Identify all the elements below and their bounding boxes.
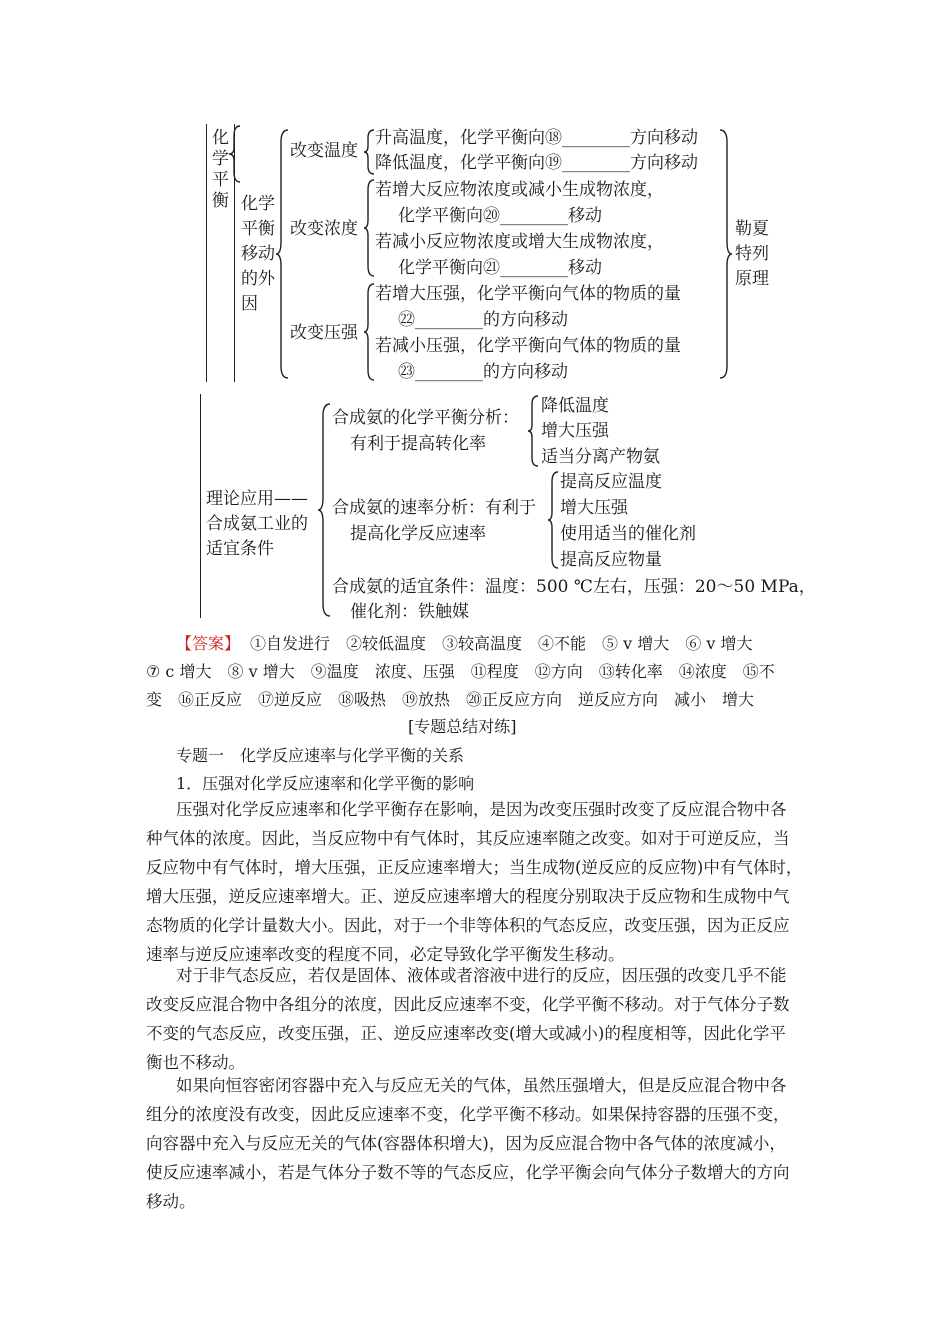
paragraph-line: 组分的浓度没有改变，因此反应速率不变，化学平衡不移动。如果保持容器的压强不变， (146, 1105, 790, 1124)
paragraph-line: 对于非气态反应，若仅是固体、液体或者溶液中进行的反应，因压强的改变几乎不能 (176, 966, 787, 985)
rate-items-brace (548, 470, 560, 570)
concentration-line: 化学平衡向⑳________移动 (398, 206, 602, 226)
suitable-conditions-line: 合成氨的适宜条件：温度：500 ℃左右，压强：20～50 MPa， (332, 577, 816, 597)
concentration-line: 若减小反应物浓度或增大生成物浓度， (375, 232, 664, 252)
paragraph-line: 衡也不移动。 (146, 1053, 245, 1072)
pressure-line: 若减小压强，化学平衡向气体的物质的量 (375, 336, 681, 356)
application-label-line: 理论应用—— (206, 489, 308, 509)
subtitle: 1．压强对化学反应速率和化学平衡的影响 (176, 774, 475, 793)
external-factors-label-line: 平衡 (241, 219, 275, 239)
paragraph (146, 961, 790, 1077)
paragraph-line: 速率与逆反应速率改变的程度不同，必定导致化学平衡发生移动。 (146, 945, 625, 964)
root-label-char: 化 (212, 128, 229, 148)
concentration-line: 若增大反应物浓度或减小生成物浓度， (375, 180, 664, 200)
equilibrium-items-brace (528, 394, 540, 468)
principle-label-line: 勒夏 (735, 219, 769, 239)
paragraph-line: 使反应速率减小，若是气体分子数不等的气态反应，化学平衡会向气体分子数增大的方向 (146, 1163, 790, 1182)
paragraph-line: 压强对化学反应速率和化学平衡存在影响，是因为改变压强时改变了反应混合物中各 (176, 800, 787, 819)
answer-tag: 【答案】 (176, 634, 241, 653)
rate-analysis-label: 合成氨的速率分析：有利于 (332, 498, 536, 518)
paragraph-line: 移动。 (146, 1192, 196, 1211)
application-label-line: 适宜条件 (206, 539, 274, 559)
temperature-line: 升高温度，化学平衡向⑱________方向移动 (375, 128, 698, 148)
answer-text: ①自发进行 ②较低温度 ③较高温度 ④不能 ⑤ v 增大 ⑥ v 增大 (250, 634, 753, 653)
left-vertical-line (200, 394, 201, 618)
pressure-line: ㉒________的方向移动 (398, 310, 568, 330)
root-label-char: 衡 (212, 191, 229, 211)
root-brace (228, 124, 242, 184)
rate-item: 使用适当的催化剂 (560, 524, 696, 544)
left-vertical-line (206, 124, 207, 382)
rate-item: 提高反应温度 (560, 472, 662, 492)
root-label-char: 平 (212, 170, 229, 190)
principle-label-line: 原理 (735, 269, 769, 289)
paragraph (146, 795, 802, 969)
paragraph-line: 如果向恒容密闭容器中充入与反应无关的气体，虽然压强增大，但是反应混合物中各 (176, 1076, 787, 1095)
paragraph-line: 向容器中充入与反应无关的气体(容器体积增大)，因为反应混合物中各气体的浓度减小， (146, 1134, 786, 1153)
factors-brace (276, 128, 290, 380)
suitable-conditions-line: 催化剂：铁触媒 (350, 602, 469, 622)
section-title: [专题总结对练] (408, 717, 517, 736)
concentration-label: 改变浓度 (290, 219, 358, 239)
equilibrium-item: 增大压强 (541, 421, 609, 441)
application-brace (318, 402, 332, 618)
paragraph-line: 反应物中有气体时，增大压强，正反应速率增大；当生成物(逆反应的反应物)中有气体时， (146, 858, 803, 877)
pressure-line: 若增大压强，化学平衡向气体的物质的量 (375, 284, 681, 304)
temperature-label: 改变温度 (290, 141, 358, 161)
temperature-line: 降低温度，化学平衡向⑲________方向移动 (375, 153, 698, 173)
pressure-line: ㉓________的方向移动 (398, 362, 568, 382)
equilibrium-item: 降低温度 (541, 396, 609, 416)
paragraph (146, 1071, 790, 1216)
paragraph-line: 增大压强，逆反应速率增大。正、逆反应速率增大的程度分别取决于反应物和生成物中气 (146, 887, 790, 906)
answer-line-1 (176, 633, 752, 655)
answer-line-3: 变 ⑯正反应 ⑰逆反应 ⑱吸热 ⑲放热 ⑳正反应方向 逆反应方向 减小 增大 (146, 690, 755, 709)
equilibrium-analysis-label: 合成氨的化学平衡分析： (332, 408, 519, 428)
answer-line-2: ⑦ c 增大 ⑧ v 增大 ⑨温度 浓度、压强 ⑪程度 ⑫方向 ⑬转化率 ⑭浓度 ⑮不 (146, 662, 775, 681)
rate-analysis-label: 提高化学反应速率 (350, 524, 486, 544)
paragraph-line: 不变的气态反应，改变压强，正、逆反应速率改变(增大或减小)的程度相等，因此化学平 (146, 1024, 786, 1043)
equilibrium-item: 适当分离产物氨 (541, 447, 660, 467)
external-factors-label-line: 移动 (241, 244, 275, 264)
paragraph-line: 种气体的浓度。因此，当反应物中有气体时，其反应速率随之改变。如对于可逆反应，当 (146, 829, 790, 848)
principle-label-line: 特列 (735, 244, 769, 264)
principle-brace (718, 128, 732, 380)
paragraph-line: 改变反应混合物中各组分的浓度，因此反应速率不变，化学平衡不移动。对于气体分子数 (146, 995, 790, 1014)
rate-item: 增大压强 (560, 498, 628, 518)
paragraph-line: 态物质的化学计量数大小。因此，对于一个非等体积的气态反应，改变压强，因为正反应 (146, 916, 790, 935)
topic-title: 专题一 化学反应速率与化学平衡的关系 (176, 746, 465, 765)
concentration-line: 化学平衡向㉑________移动 (398, 258, 602, 278)
root-label-char: 学 (212, 149, 229, 169)
equilibrium-analysis-label: 有利于提高转化率 (350, 434, 486, 454)
rate-item: 提高反应物量 (560, 550, 662, 570)
pressure-label: 改变压强 (290, 323, 358, 343)
external-factors-label-line: 因 (241, 294, 258, 314)
external-factors-label-line: 化学 (241, 194, 275, 214)
external-factors-label-line: 的外 (241, 269, 275, 289)
application-label-line: 合成氨工业的 (206, 514, 308, 534)
